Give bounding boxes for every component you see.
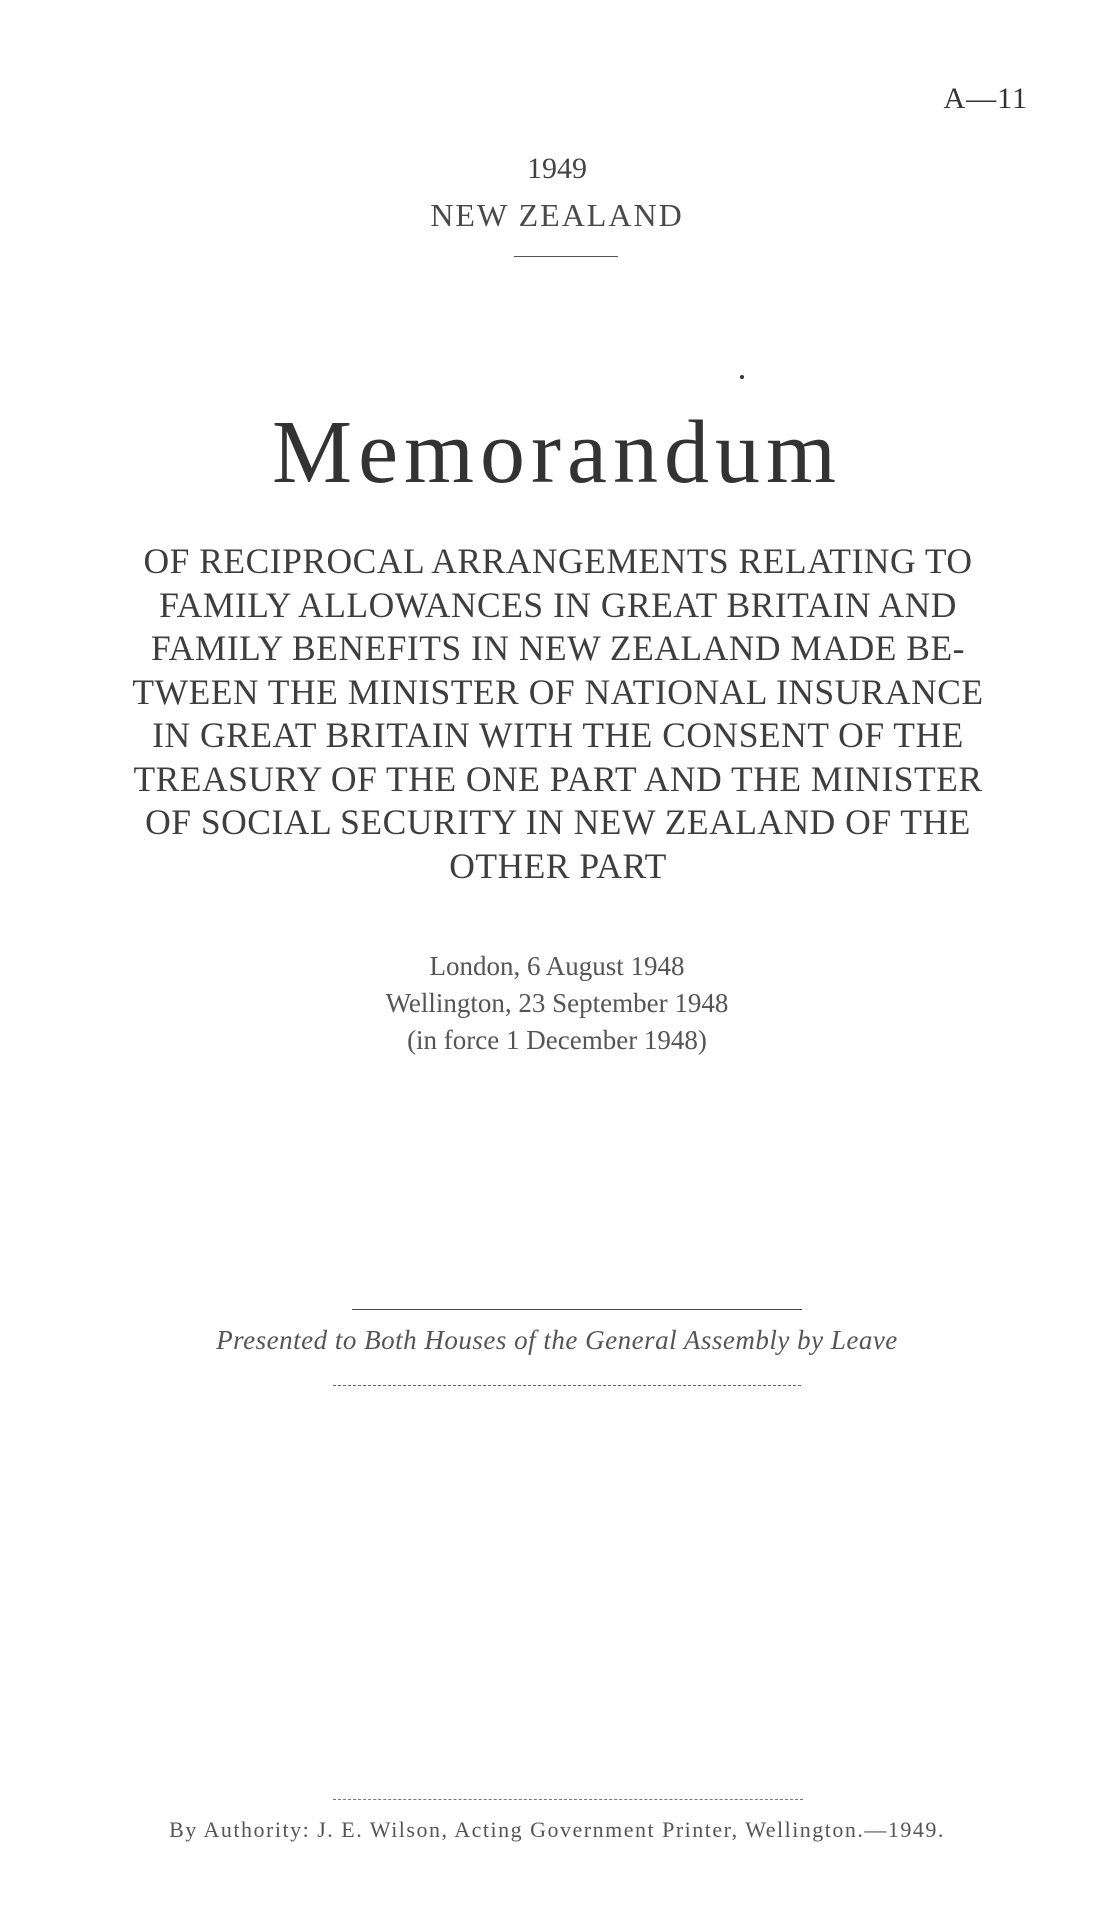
country-heading: NEW ZEALAND	[430, 197, 684, 233]
subject-line: TWEEN THE MINISTER OF NATIONAL INSURANCE	[132, 671, 984, 712]
subject-line: OF SOCIAL SECURITY IN NEW ZEALAND OF THE	[145, 802, 971, 842]
presented-bottom-rule	[333, 1385, 801, 1386]
date-in-force: (in force 1 December 1948)	[407, 1025, 707, 1055]
dates-block	[0, 948, 1114, 1059]
imprint-rule	[333, 1799, 803, 1800]
subject-line: FAMILY BENEFITS IN NEW ZEALAND MADE BE-	[151, 628, 965, 668]
subject-line: OTHER PART	[449, 845, 667, 886]
print-speck	[740, 375, 744, 379]
subject-line: OF RECIPROCAL ARRANGEMENTS RELATING TO	[143, 541, 973, 581]
subject-line: FAMILY ALLOWANCES IN GREAT BRITAIN AND	[159, 584, 957, 625]
subject-block	[88, 540, 1028, 888]
paper-number: A—11	[943, 82, 1028, 115]
subject-line: TREASURY OF THE ONE PART AND THE MINISTER	[133, 758, 983, 799]
printer-imprint: By Authority: J. E. Wilson, Acting Government Printer, Wellington.—1949.	[169, 1817, 945, 1842]
subject-line: IN GREAT BRITAIN WITH THE CONSENT OF THE	[152, 715, 964, 755]
date-london: London, 6 August 1948	[429, 951, 685, 981]
presented-top-rule	[352, 1309, 802, 1310]
document-title: Memorandum	[272, 403, 842, 502]
presented-notice: Presented to Both Houses of the General Assembly by Leave	[216, 1325, 898, 1355]
publication-year: 1949	[527, 152, 587, 185]
header-divider	[514, 256, 618, 257]
date-wellington: Wellington, 23 September 1948	[385, 988, 729, 1018]
